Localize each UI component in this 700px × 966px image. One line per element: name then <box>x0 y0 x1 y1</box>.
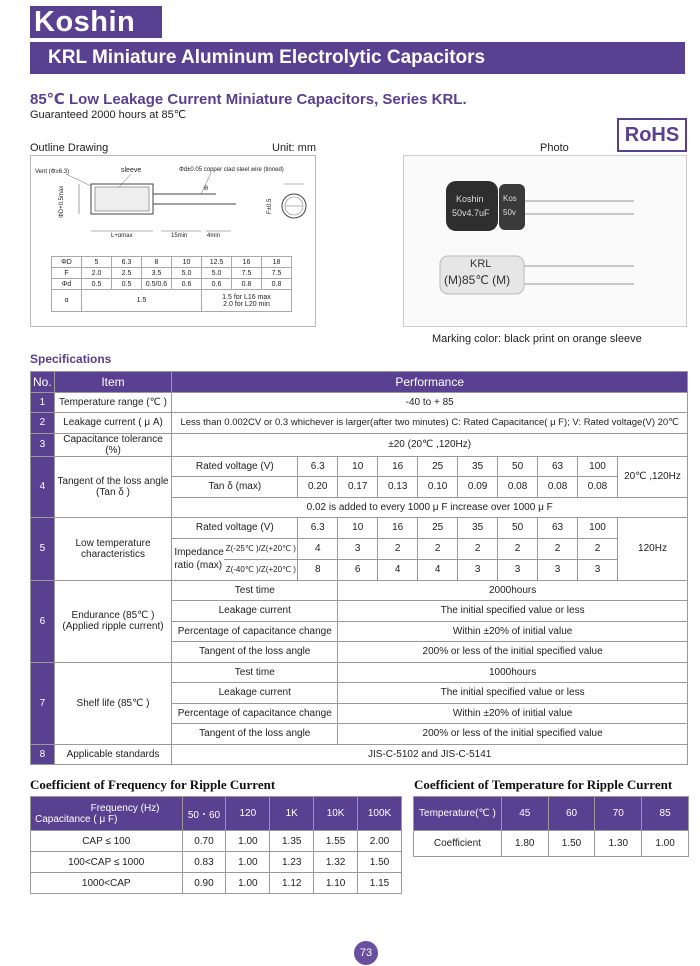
voltage-cell: 100 <box>578 518 618 539</box>
cell: 0.8 <box>262 279 292 290</box>
item-label-line: characteristics <box>81 548 145 560</box>
page-banner: KRL Miniature Aluminum Electrolytic Capacitors <box>30 42 685 74</box>
freq-col: 50・60 <box>182 797 226 831</box>
cell: 0.5 <box>82 279 112 290</box>
capacitance-axis-label: Capacitance ( μ F) <box>35 813 118 825</box>
diameter-label: ΦD+0.5max <box>59 185 65 218</box>
tan-cell: 0.08 <box>578 477 618 498</box>
row-number: 5 <box>31 518 55 581</box>
temp-coef-title: Coefficient of Temperature for Ripple Current <box>414 777 673 792</box>
photo-label: Photo <box>540 142 569 154</box>
temp-col: 85 <box>642 797 689 831</box>
tan-cell: 0.08 <box>538 477 578 498</box>
lead-min-label: 4min <box>207 233 221 239</box>
freq-col: 1K <box>270 797 314 831</box>
coef-cell: 1.55 <box>314 831 358 852</box>
coef-cell: 0.83 <box>182 852 226 873</box>
cell: 10 <box>172 257 202 268</box>
ratio-cell: 3 <box>458 559 498 580</box>
coef-cell: 1.50 <box>548 831 595 857</box>
freq-header-row <box>31 797 402 831</box>
row-number: 2 <box>31 413 55 434</box>
temp-col: 60 <box>548 797 595 831</box>
ratio-cell: 3 <box>338 538 378 559</box>
photo-text-rating: 50v4.7uF <box>452 208 490 218</box>
spec-row-lowtemp <box>31 518 688 539</box>
row-number: 8 <box>31 744 55 765</box>
cell: 6.3 <box>112 257 142 268</box>
freq-col: 120 <box>226 797 270 831</box>
photo-text-series: KRL <box>470 258 492 270</box>
voltage-cell: 16 <box>378 456 418 477</box>
cell: ΦD <box>52 257 82 268</box>
voltage-cell: 16 <box>378 518 418 539</box>
cell: 3.5 <box>142 268 172 279</box>
item-label: Capacitance tolerance (%) <box>54 433 172 456</box>
freq-coef-title: Coefficient of Frequency for Ripple Current <box>30 777 276 792</box>
row-number: 6 <box>31 580 55 662</box>
voltage-cell: 35 <box>458 518 498 539</box>
cell: 5 <box>82 257 112 268</box>
spec-row-tangent <box>31 456 688 477</box>
item-label-line: (Applied ripple current) <box>62 621 164 632</box>
freq-row <box>31 831 402 852</box>
cell <box>202 290 292 312</box>
item-label: Shelf life (85℃ ) <box>54 662 172 744</box>
row-number: 4 <box>31 456 55 518</box>
row-number: 7 <box>31 662 55 744</box>
item-label-line: Endurance (85℃ ) <box>71 610 155 621</box>
tan-label: Tan δ (max) <box>172 477 298 498</box>
voltage-cell: 25 <box>418 456 458 477</box>
unit-label: Unit: mm <box>272 142 316 154</box>
test-value: The initial specified value or less <box>338 683 688 704</box>
item-label-line: Tangent of the loss angle <box>57 475 169 487</box>
coef-cell: 1.12 <box>270 873 314 894</box>
voltage-cell: 50 <box>498 518 538 539</box>
test-label: Percentage of capacitance change <box>172 621 338 642</box>
temp-col: 70 <box>595 797 642 831</box>
voltage-cell: 10 <box>338 456 378 477</box>
ratio-cell: 3 <box>498 559 538 580</box>
freq-row <box>31 852 402 873</box>
test-value: The initial specified value or less <box>338 601 688 622</box>
cell: 0.6 <box>202 279 232 290</box>
coef-cell: 1.00 <box>226 873 270 894</box>
length-label: L+αmax <box>111 233 133 239</box>
condition-cell: 120Hz <box>618 518 688 581</box>
alpha-large-2: 2.0 for L20 min <box>223 300 270 308</box>
page-number: 73 <box>354 941 378 965</box>
cell: 2.0 <box>82 268 112 279</box>
coef-cell: 2.00 <box>358 831 402 852</box>
capacitor-photo <box>404 156 688 328</box>
cell: 0.8 <box>232 279 262 290</box>
spec-header-row <box>31 372 688 393</box>
item-label <box>54 580 172 662</box>
temperature-header: Temperature(℃ ) <box>414 797 502 831</box>
test-label: Test time <box>172 580 338 601</box>
tan-cell: 0.13 <box>378 477 418 498</box>
temp-col: 45 <box>501 797 548 831</box>
rated-voltage-label: Rated voltage (V) <box>172 456 298 477</box>
test-value: Within ±20% of initial value <box>338 621 688 642</box>
sleeve-label: sleeve <box>121 167 142 174</box>
item-label <box>54 518 172 581</box>
impedance-ratios <box>224 539 297 580</box>
spec-row-leakage <box>31 413 688 434</box>
ratio-cell: 8 <box>298 559 338 580</box>
item-label: Leakage current ( μ A) <box>54 413 172 434</box>
test-label: Leakage current <box>172 601 338 622</box>
voltage-cell: 35 <box>458 456 498 477</box>
cell: 0.5 <box>112 279 142 290</box>
outline-drawing <box>30 155 316 327</box>
performance-value: ±20 (20℃ ,120Hz) <box>172 433 688 456</box>
rated-voltage-label: Rated voltage (V) <box>172 518 298 539</box>
temp-row <box>414 831 689 857</box>
cell: 12.5 <box>202 257 232 268</box>
brand-logo: Koshin <box>30 6 162 38</box>
outline-label: Outline Drawing <box>30 142 109 154</box>
spec-row-endurance <box>31 580 688 601</box>
col-performance: Performance <box>172 372 688 393</box>
marking-note: Marking color: black print on orange sleeve <box>432 333 642 345</box>
voltage-cell: 63 <box>538 518 578 539</box>
coef-cell: 1.35 <box>270 831 314 852</box>
coef-cell: 1.00 <box>642 831 689 857</box>
photo-text-rating-2: 50v <box>503 208 516 217</box>
cell: Φd <box>52 279 82 290</box>
cell: 0.6 <box>172 279 202 290</box>
coef-cell: 1.80 <box>501 831 548 857</box>
impedance-line: Impedance <box>174 547 224 558</box>
test-label: Percentage of capacitance change <box>172 703 338 724</box>
ratio-cell: 4 <box>298 538 338 559</box>
cell: 7.5 <box>232 268 262 279</box>
test-value: 1000hours <box>338 662 688 683</box>
cell: F <box>52 268 82 279</box>
cell: 5.0 <box>202 268 232 279</box>
item-label-line: Low temperature <box>75 537 151 549</box>
spec-row-shelf <box>31 662 688 683</box>
lead-length-label: 15min <box>171 233 188 239</box>
row-number: 1 <box>31 392 55 413</box>
cell: 0.5/0.6 <box>142 279 172 290</box>
coef-cell: 0.70 <box>182 831 226 852</box>
tan-cell: 0.17 <box>338 477 378 498</box>
col-item: Item <box>54 372 172 393</box>
wire-label: Φd±0.05 copper clad steel wire (tinned) <box>179 167 284 173</box>
tan-cell: 0.20 <box>298 477 338 498</box>
cell: 1.5 <box>82 290 202 312</box>
test-label: Test time <box>172 662 338 683</box>
voltage-cell: 50 <box>498 456 538 477</box>
cell: 7.5 <box>262 268 292 279</box>
cell: 5.0 <box>172 268 202 279</box>
dimension-row <box>52 257 292 268</box>
specifications-table <box>30 371 688 765</box>
tangent-note: 0.02 is added to every 1000 μ F increase over 1000 μ F <box>172 497 688 518</box>
tan-cell: 0.08 <box>498 477 538 498</box>
spec-row-temperature <box>31 392 688 413</box>
item-label <box>54 456 172 518</box>
frequency-axis-label: Frequency (Hz) <box>90 802 160 814</box>
impedance-label <box>172 546 224 572</box>
frequency-coefficient-table <box>30 796 402 894</box>
ratio-cell: 4 <box>378 559 418 580</box>
test-label: Tangent of the loss angle <box>172 642 338 663</box>
impedance-line: ratio (max) <box>174 560 223 571</box>
voltage-cell: 6.3 <box>298 518 338 539</box>
impedance-cell <box>172 538 298 580</box>
row-number: 3 <box>31 433 55 456</box>
test-value: 200% or less of the initial specified value <box>338 642 688 663</box>
coef-cell: 1.50 <box>358 852 402 873</box>
freq-row <box>31 873 402 894</box>
freq-col: 100K <box>358 797 402 831</box>
rohs-badge: RoHS <box>617 118 687 152</box>
test-label: Tangent of the loss angle <box>172 724 338 745</box>
temperature-coefficient-table <box>413 796 689 857</box>
ratio-cell: 4 <box>418 559 458 580</box>
spec-row-tolerance <box>31 433 688 456</box>
performance-value: JIS-C-5102 and JIS-C-5141 <box>172 744 688 765</box>
col-no: No. <box>31 372 55 393</box>
specifications-heading: Specifications <box>30 352 112 366</box>
dimension-row <box>52 279 292 290</box>
item-label: Temperature range (℃ ) <box>54 392 172 413</box>
cell: 16 <box>232 257 262 268</box>
coef-cell: 0.90 <box>182 873 226 894</box>
voltage-cell: 25 <box>418 518 458 539</box>
coefficient-label: Coefficient <box>414 831 502 857</box>
coef-cell: 1.32 <box>314 852 358 873</box>
ratio-cell: 2 <box>458 538 498 559</box>
guarantee-text: Guaranteed 2000 hours at 85℃ <box>30 109 187 121</box>
coef-cell: 1.00 <box>226 831 270 852</box>
voltage-cell: 6.3 <box>298 456 338 477</box>
ratio-cell: 2 <box>538 538 578 559</box>
coef-cell: 1.23 <box>270 852 314 873</box>
test-value: 200% or less of the initial specified value <box>338 724 688 745</box>
performance-value: -40 to + 85 <box>172 392 688 413</box>
photo-text-brand-2: Kos <box>503 194 517 203</box>
series-title: 85℃ Low Leakage Current Miniature Capacitors, Series KRL. <box>30 91 467 108</box>
capacitance-range: 100<CAP ≤ 1000 <box>31 852 183 873</box>
coef-cell: 1.00 <box>226 852 270 873</box>
cell: 2.5 <box>112 268 142 279</box>
vent-label: Vent (Φ≥6.3) <box>35 169 70 175</box>
voltage-cell: 100 <box>578 456 618 477</box>
coef-cell: 1.30 <box>595 831 642 857</box>
ratio-cell: 2 <box>418 538 458 559</box>
coef-cell: 1.15 <box>358 873 402 894</box>
ratio-cell: 2 <box>378 538 418 559</box>
product-photo <box>403 155 687 327</box>
performance-value: Less than 0.002CV or 0.3 whichever is larger(after two minutes) C: Rated Capacitance( μ F); V: Rated voltage(V) 20℃ <box>172 413 688 434</box>
photo-text-brand: Koshin <box>456 194 484 204</box>
test-value: Within ±20% of initial value <box>338 703 688 724</box>
photo-text-temp: (M)85℃ (M) <box>444 273 511 287</box>
test-value: 2000hours <box>338 580 688 601</box>
condition-cell: 20℃ ,120Hz <box>618 456 688 497</box>
spec-row-standards <box>31 744 688 765</box>
pitch-label: F±0.5 <box>267 198 273 214</box>
ratio-cell: 3 <box>538 559 578 580</box>
test-label: Leakage current <box>172 683 338 704</box>
cell: α <box>52 290 82 312</box>
tan-cell: 0.10 <box>418 477 458 498</box>
dimension-table <box>51 256 292 312</box>
alpha-large-1: 1.5 for L16 max <box>222 293 271 301</box>
z-ratio-40: Z(-40℃ )/Z(+20℃ ) <box>225 564 296 574</box>
ratio-cell: 2 <box>498 538 538 559</box>
freq-col: 10K <box>314 797 358 831</box>
cell: 8 <box>142 257 172 268</box>
z-ratio-25: Z(-25℃ )/Z(+20℃ ) <box>224 539 297 560</box>
temp-header-row <box>414 797 689 831</box>
cell: 18 <box>262 257 292 268</box>
item-label: Applicable standards <box>54 744 172 765</box>
ratio-cell: 2 <box>578 538 618 559</box>
ratio-cell: 3 <box>578 559 618 580</box>
capacitance-range: CAP ≤ 100 <box>31 831 183 852</box>
ratio-cell: 6 <box>338 559 378 580</box>
dimension-row <box>52 290 292 312</box>
svg-text:⊕: ⊕ <box>203 185 209 192</box>
capacitance-range: 1000<CAP <box>31 873 183 894</box>
voltage-cell: 10 <box>338 518 378 539</box>
freq-corner-header <box>31 797 183 831</box>
coef-cell: 1.10 <box>314 873 358 894</box>
tan-cell: 0.09 <box>458 477 498 498</box>
dimension-row <box>52 268 292 279</box>
item-label-line: (Tan δ ) <box>96 486 130 498</box>
voltage-cell: 63 <box>538 456 578 477</box>
